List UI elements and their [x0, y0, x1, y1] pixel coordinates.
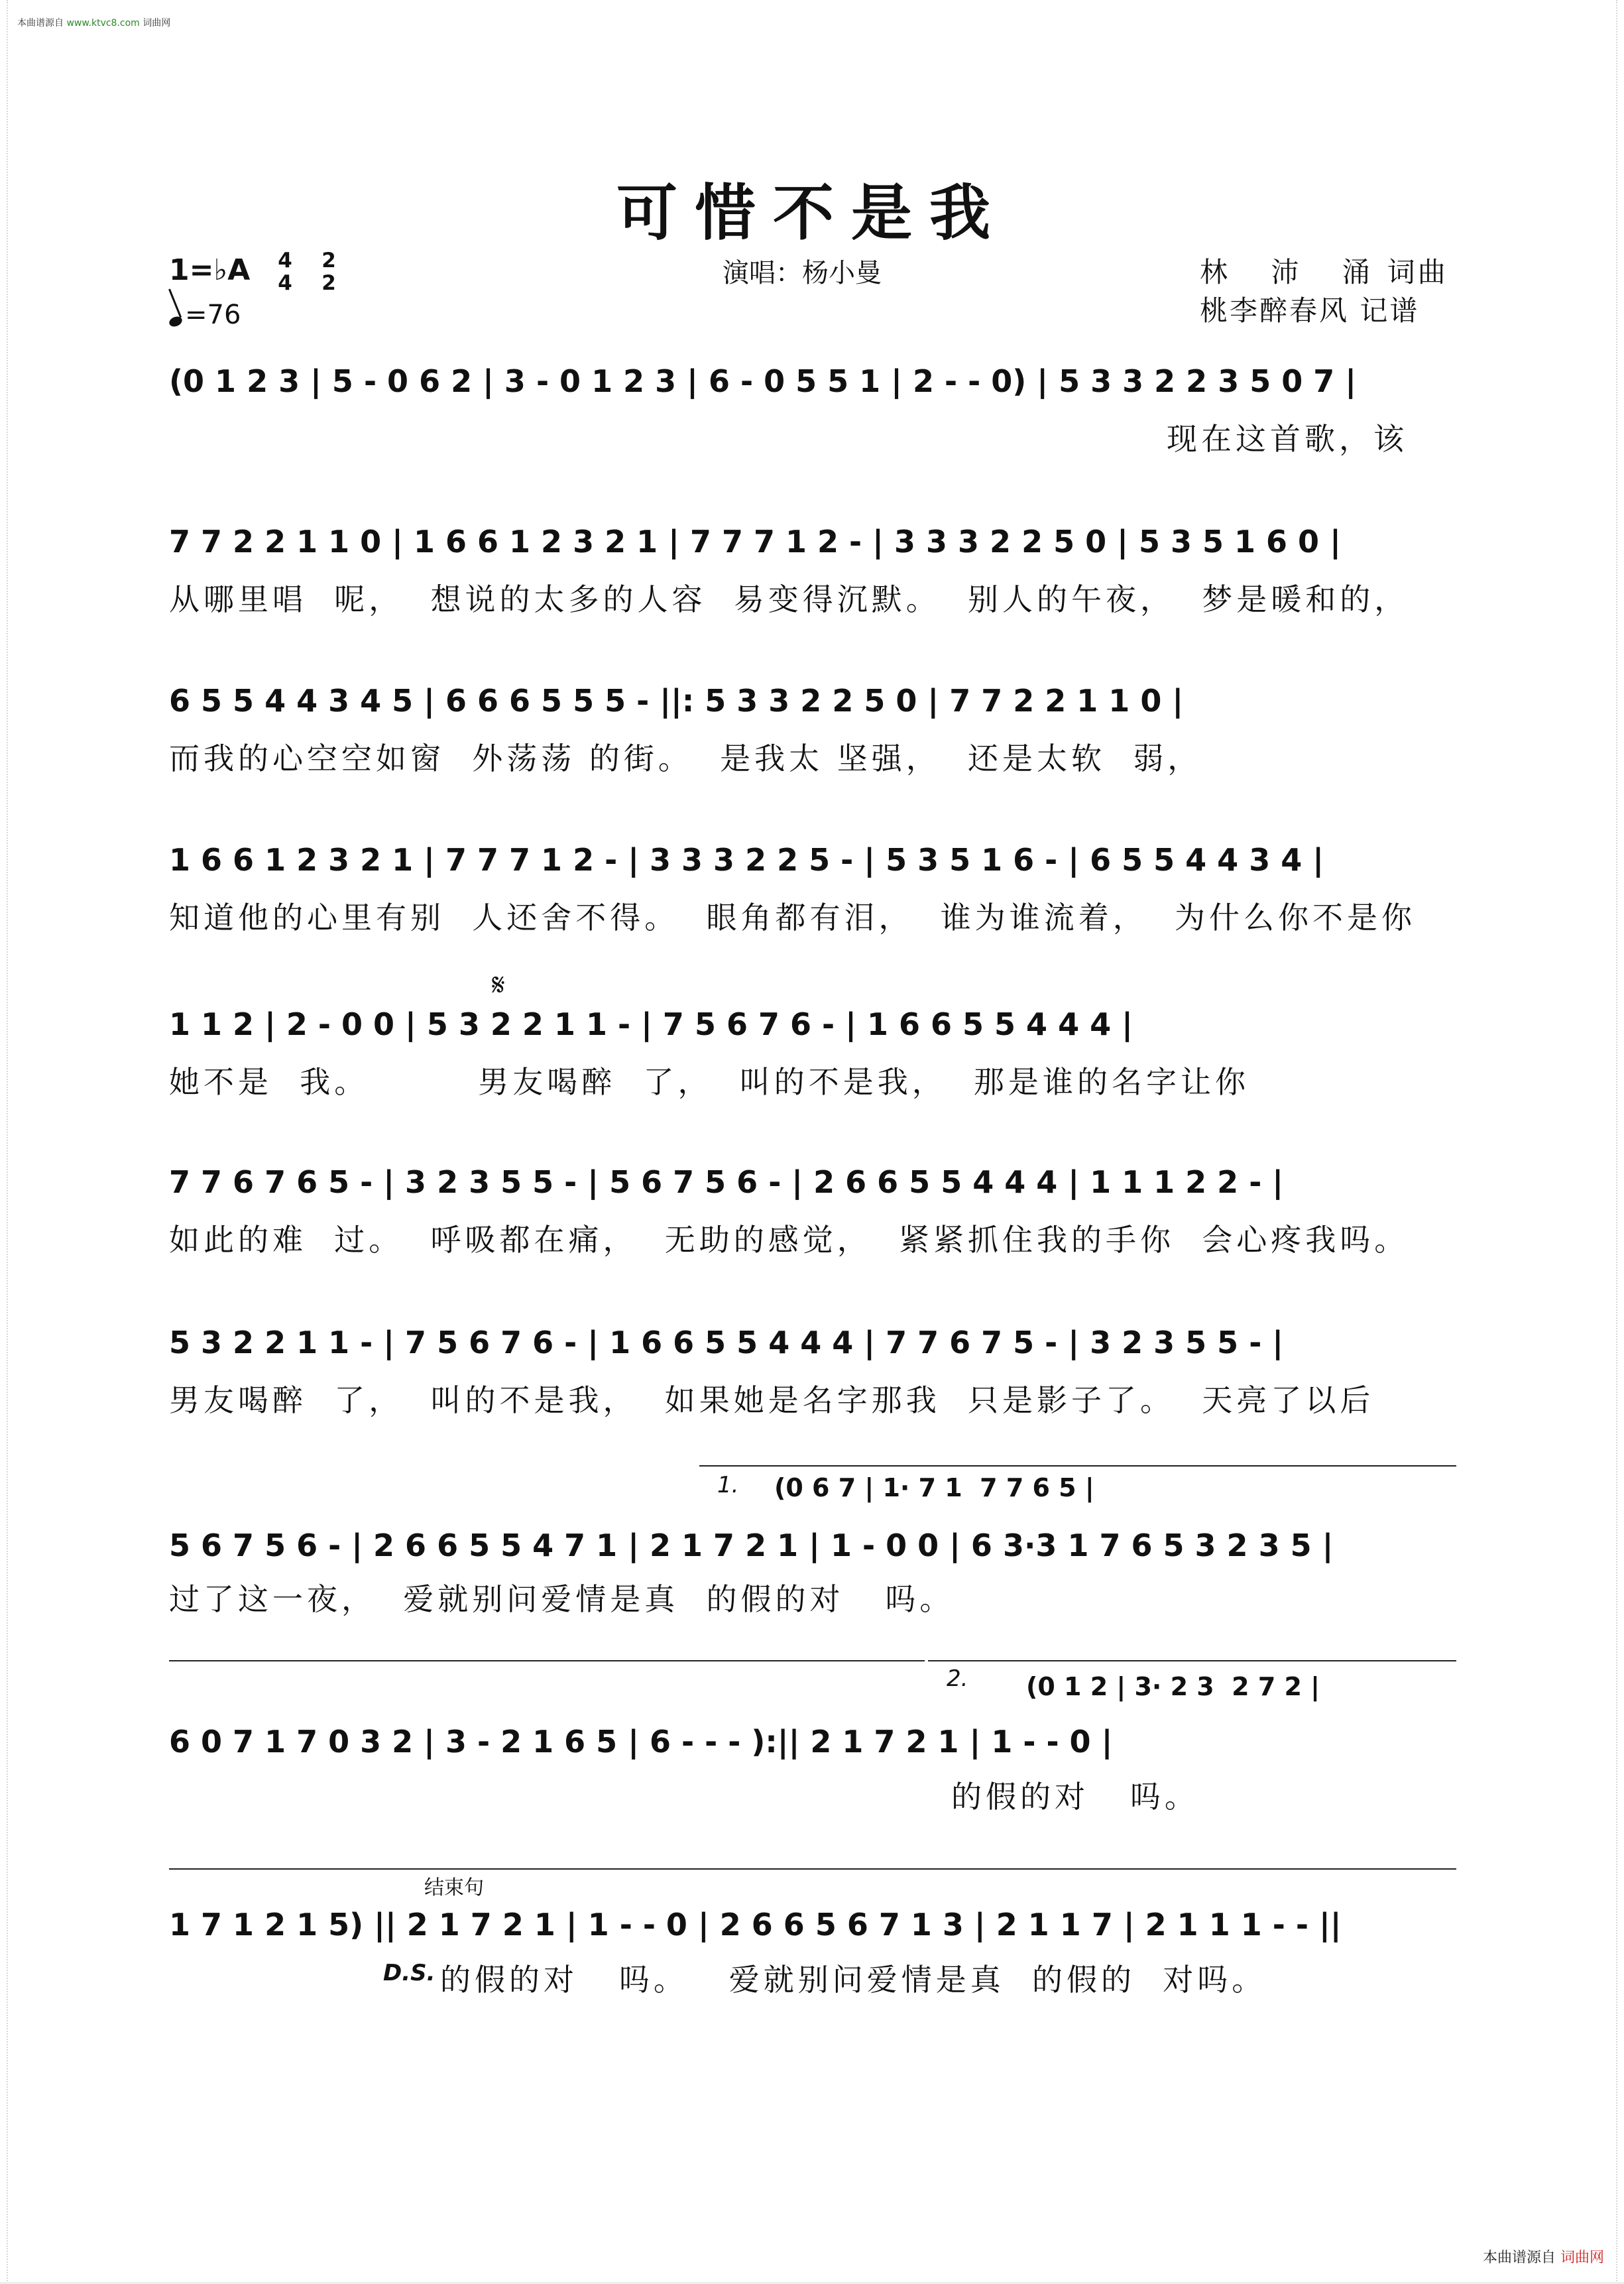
tempo-value: =76: [185, 300, 241, 330]
lyrics-row-4: 知道他的心里有别 人还舍不得。 眼角都有泪， 谁为谁流着， 为什么你不是你: [169, 900, 1416, 935]
source-site: www.ktvc8.com: [66, 18, 140, 29]
lyrics-row-10: 的假的对 吗。 爱就别问爱情是真 的假的 对吗。: [440, 1962, 1267, 1998]
score-row-4: 1 6 6 1 2 3 2 1 | 7 7 7 1 2 - | 3 3 3 2 2 5 - | 5 3 5 1 6 - | 6 5 5 4 4 3 4 |: [169, 842, 1324, 878]
singer-label: 演唱：杨小曼: [723, 258, 882, 288]
lyrics-row-5: 她不是 我。 男友喝醉 了， 叫的不是我， 那是谁的名字让你: [169, 1064, 1249, 1100]
ending-2-label: 2.: [947, 1665, 968, 1692]
lyrics-row-7: 男友喝醉 了， 叫的不是我， 如果她是名字那我 只是影子了。 天亮了以后: [169, 1382, 1375, 1418]
transcriber-name: 桃李醉春风: [1200, 294, 1350, 327]
score-row-7: 5 3 2 2 1 1 - | 7 5 6 7 6 - | 1 6 6 5 5 4 4 4 | 7 7 6 7 5 - | 3 2 3 5 5 - |: [169, 1325, 1284, 1360]
key-signature: 1=♭A: [169, 253, 251, 287]
lyrics-row-6: 如此的难 过。 呼吸都在痛， 无助的感觉， 紧紧抓住我的手你 会心疼我吗。: [169, 1222, 1409, 1258]
composer-credit: [1200, 251, 1448, 290]
score-row-2: 7 7 2 2 1 1 0 | 1 6 6 1 2 3 2 1 | 7 7 7 1 2 - | 3 3 3 2 2 5 0 | 5 3 5 1 6 0 |: [169, 524, 1341, 560]
score-row-3: 6 5 5 4 4 3 4 5 | 6 6 6 5 5 5 - ||: 5 3 3 2 2 5 0 | 7 7 2 2 1 1 0 |: [169, 683, 1184, 719]
time-signature-2: [317, 249, 341, 294]
coda-label: 结束句: [424, 1876, 484, 1899]
transcriber-credit: [1200, 289, 1419, 329]
bottom-source-site: 词曲网: [1560, 2250, 1604, 2266]
score-row-8: 5 6 7 5 6 - | 2 6 6 5 5 4 7 1 | 2 1 7 2 1 | 1 - 0 0 | 6 3·3 1 7 6 5 3 2 3 5 |: [169, 1528, 1334, 1563]
lyrics-row-2: 从哪里唱 呢， 想说的太多的人容 易变得沉默。 别人的午夜， 梦是暖和的，: [169, 581, 1409, 617]
lyrics-row-8: 过了这一夜， 爱就别问爱情是真 的假的对 吗。: [169, 1581, 955, 1617]
top-source-watermark: [17, 16, 170, 29]
composer-role: 词曲: [1387, 256, 1448, 288]
song-title: 可惜不是我: [616, 177, 1008, 249]
score-row-10: 1 7 1 2 1 5) || 2 1 7 2 1 | 1 - - 0 | 2 6 6 5 6 7 1 3 | 2 1 1 7 | 2 1 1 1 - - ||: [169, 1907, 1342, 1943]
ending-2-small-notes: (0 1 2 | 3· 2 3 2 7 2 |: [1026, 1672, 1320, 1701]
source-suffix: 词曲网: [143, 18, 171, 29]
ending-1-small-notes: (0 6 7 | 1· 7 1 7 7 6 5 |: [774, 1473, 1094, 1502]
left-margin-dots: [0, 0, 8, 2284]
score-row-1: (0 1 2 3 | 5 - 0 6 2 | 3 - 0 1 2 3 | 6 - 0 5 5 1 | 2 - - 0) | 5 3 3 2 2 3 5 0 7 |: [169, 363, 1357, 399]
time-sig-2-bottom: 2: [321, 271, 336, 295]
time-sig-2-top: 2: [321, 249, 336, 272]
coda-line: [169, 1868, 1456, 1870]
quarter-note-icon: [168, 315, 184, 328]
ending-1-bracket: [699, 1465, 1456, 1467]
ending-1-label: 1.: [717, 1472, 739, 1498]
lyrics-row-3: 而我的心空空如窗 外荡荡 的街。 是我太 坚强， 还是太软 弱，: [169, 741, 1202, 776]
time-sig-1-top: 4: [278, 249, 292, 272]
ds-marker: D.S.: [383, 1960, 435, 1986]
ending-2-bracket: [928, 1660, 1456, 1661]
score-row-5: 1 1 2 | 2 - 0 0 | 5 3 2 2 1 1 - | 7 5 6 7 6 - | 1 6 6 5 5 4 4 4 |: [169, 1006, 1133, 1042]
bottom-source-watermark: [1483, 2246, 1604, 2267]
tempo-marking: [169, 300, 241, 330]
time-signature-1: [273, 249, 297, 294]
lyrics-row-1: 现在这首歌，该: [1167, 421, 1408, 457]
score-row-9: 6 0 7 1 7 0 3 2 | 3 - 2 1 6 5 | 6 - - - ):|| 2 1 7 2 1 | 1 - - 0 |: [169, 1724, 1113, 1760]
time-sig-1-bottom: 4: [278, 271, 292, 295]
right-margin-dots: [1616, 0, 1624, 2284]
composer-name: 林 沛 涌: [1200, 256, 1387, 288]
source-prefix: 本曲谱源自: [17, 18, 64, 29]
ending-1-continuation-line: [169, 1660, 925, 1661]
score-row-6: 7 7 6 7 6 5 - | 3 2 3 5 5 - | 5 6 7 5 6 - | 2 6 6 5 5 4 4 4 | 1 1 1 2 2 - |: [169, 1164, 1284, 1200]
bottom-source-prefix: 本曲谱源自: [1482, 2250, 1556, 2266]
lyrics-row-9: 的假的对 吗。: [951, 1779, 1199, 1815]
segno-sign: 𝄋: [492, 967, 505, 1002]
transcriber-role: 记谱: [1360, 294, 1420, 327]
